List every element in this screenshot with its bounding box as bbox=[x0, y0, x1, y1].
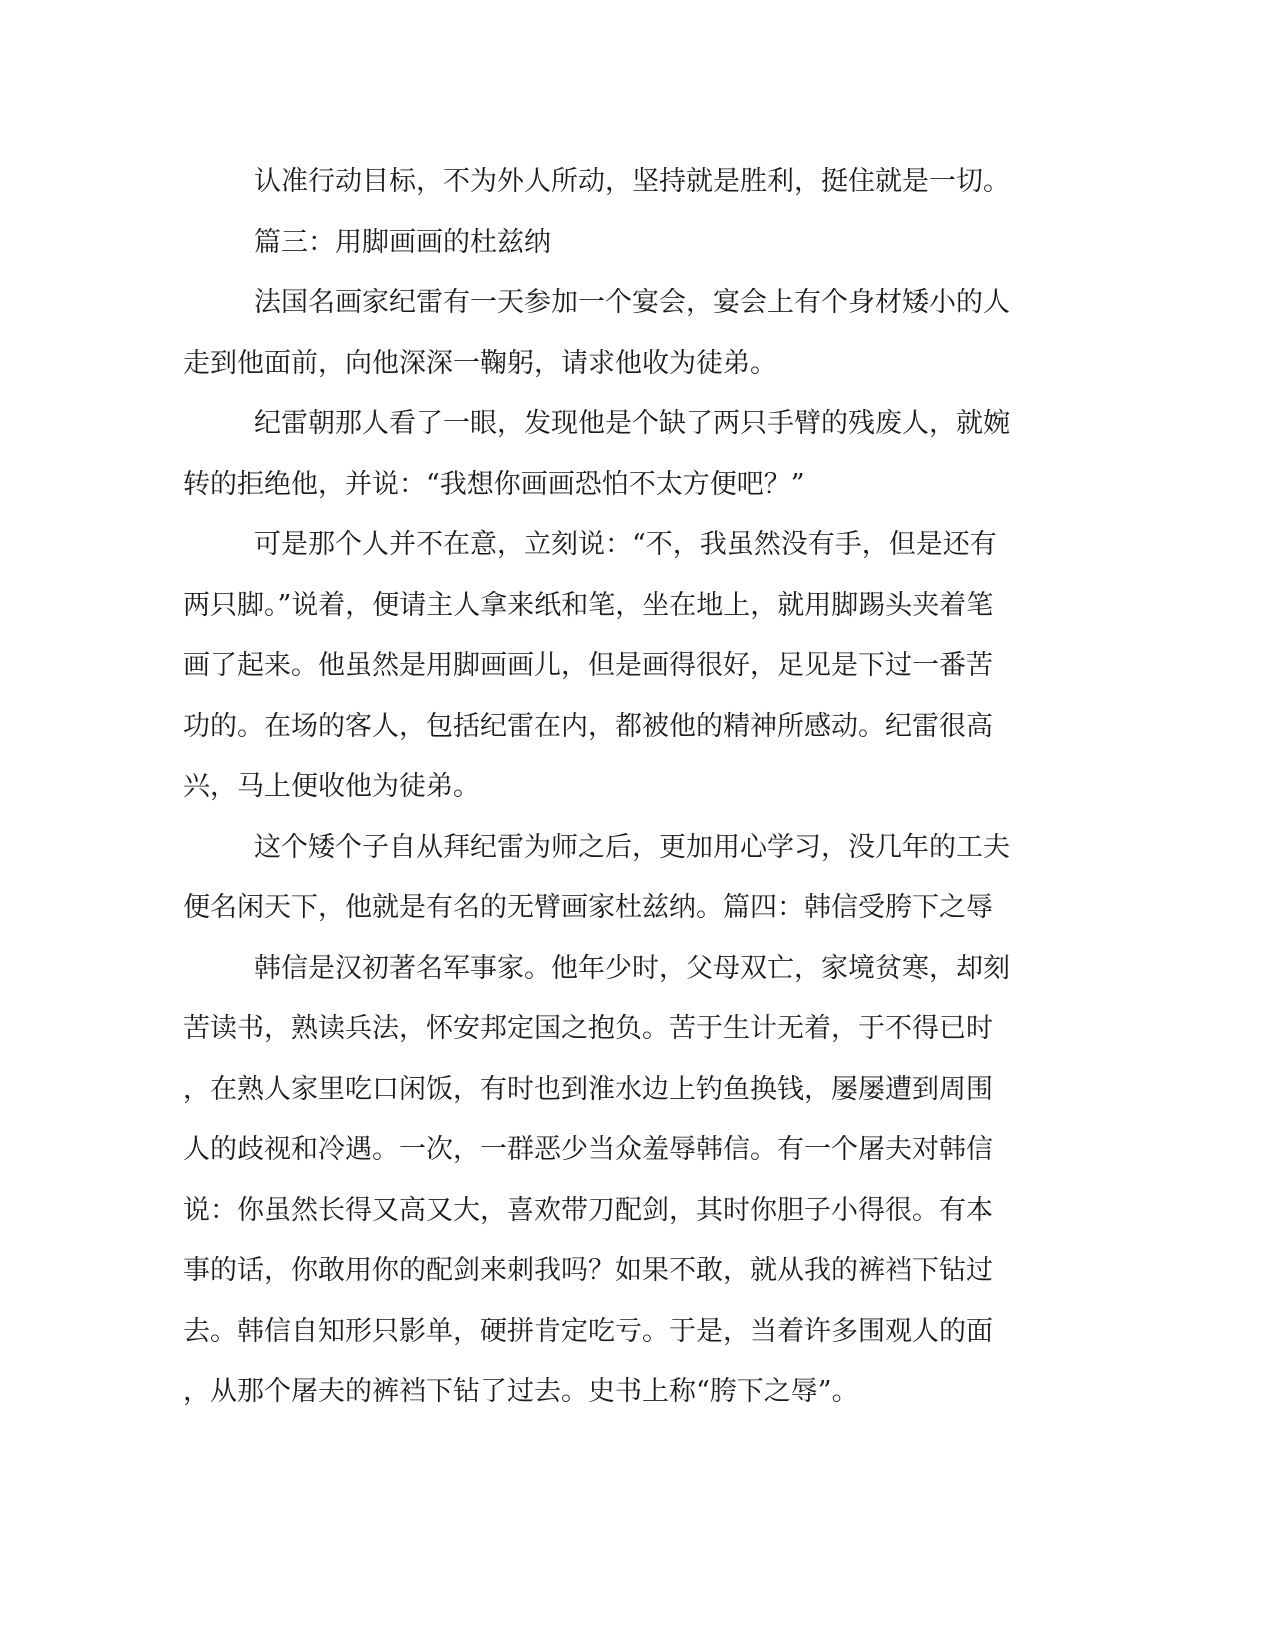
text-line: 便名闲天下，他就是有名的无臂画家杜兹纳。篇四：韩信受胯下之辱 bbox=[183, 892, 993, 923]
text-line: 转的拒绝他，并说：“我想你画画恐怕不太方便吧？” bbox=[183, 468, 805, 500]
text-line: 认准行动目标，不为外人所动，坚持就是胜利，挺住就是一切。 bbox=[254, 166, 1010, 197]
text-line: 苦读书，熟读兵法，怀安邦定国之抱负。苦于生计无着，于不得已时 bbox=[183, 1013, 993, 1044]
text-line: 事的话，你敢用你的配剑来刺我吗？如果不敢，就从我的裤裆下钻过 bbox=[183, 1255, 993, 1286]
text-line: 兴，马上便收他为徒弟。 bbox=[183, 771, 480, 802]
text-line: 功的。在场的客人，包括纪雷在内，都被他的精神所感动。纪雷很高 bbox=[183, 710, 993, 742]
section-heading: 篇三：用脚画画的杜兹纳 bbox=[254, 226, 551, 258]
text-line: 法国名画家纪雷有一天参加一个宴会，宴会上有个身材矮小的人 bbox=[254, 287, 1010, 318]
text-line: 画了起来。他虽然是用脚画画儿，但是画得很好，足见是下过一番苦 bbox=[183, 650, 993, 681]
text-line: 韩信是汉初著名军事家。他年少时，父母双亡，家境贫寒，却刻 bbox=[254, 952, 1010, 984]
text-line: 两只脚。”说着，便请主人拿来纸和笔，坐在地上，就用脚踢头夹着笔 bbox=[183, 589, 994, 621]
text-line: 可是那个人并不在意，立刻说：“不，我虽然没有手，但是还有 bbox=[254, 529, 997, 560]
text-line: ，从那个屠夫的裤裆下钻了过去。史书上称“胯下之辱”。 bbox=[183, 1376, 859, 1407]
text-line: 人的歧视和冷遇。一次，一群恶少当众羞辱韩信。有一个屠夫对韩信 bbox=[183, 1134, 993, 1165]
text-line: 说：你虽然长得又高又大，喜欢带刀配剑，其时你胆子小得很。有本 bbox=[183, 1194, 993, 1226]
text-line: ，在熟人家里吃口闲饭，有时也到淮水边上钓鱼换钱，屡屡遭到周围 bbox=[183, 1073, 993, 1105]
text-line: 去。韩信自知形只影单，硬拼肯定吃亏。于是，当着许多围观人的面 bbox=[183, 1315, 993, 1347]
text-line: 这个矮个子自从拜纪雷为师之后，更加用心学习，没几年的工夫 bbox=[254, 831, 1010, 863]
text-line: 纪雷朝那人看了一眼，发现他是个缺了两只手臂的残废人，就婉 bbox=[254, 408, 1010, 439]
document-body bbox=[183, 152, 1073, 1423]
text-line: 走到他面前，向他深深一鞠躬，请求他收为徒弟。 bbox=[183, 347, 777, 379]
